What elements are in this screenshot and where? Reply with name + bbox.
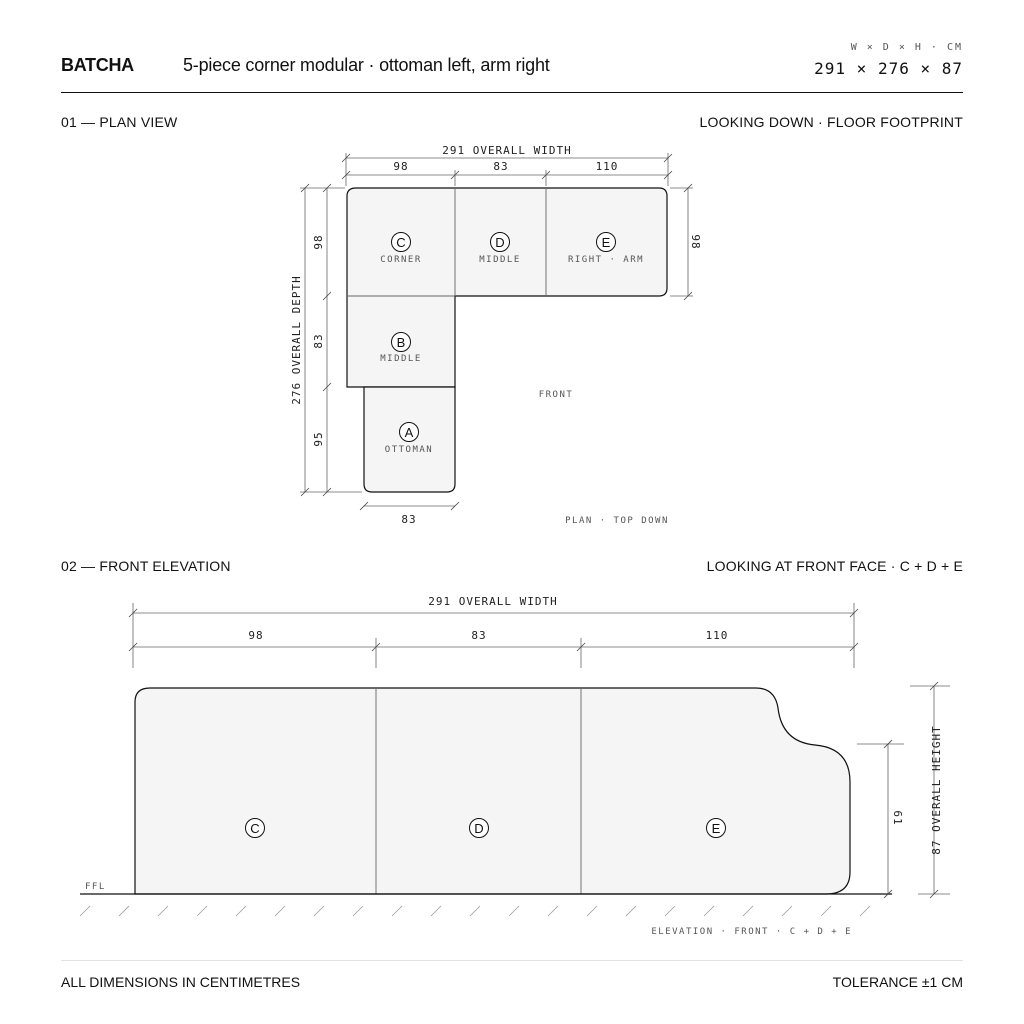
plan-depth-segment-label: 98: [312, 234, 325, 250]
piece-letter: D: [474, 821, 484, 836]
elev-width-segment-label: 110: [705, 629, 729, 642]
floor-hatching: [80, 906, 870, 916]
piece-letter: C: [396, 235, 406, 250]
piece-letter: E: [711, 821, 721, 836]
plan-overall-width-label: 291 OVERALL WIDTH: [442, 144, 572, 157]
elev-piece-c: [246, 819, 265, 838]
elevation-caption: ELEVATION · FRONT · C + D + E: [651, 927, 852, 937]
plan-width-segment-label: 83: [493, 160, 509, 173]
plan-width-segment-label: 98: [393, 160, 409, 173]
plan-ottoman-width-label: 83: [401, 513, 417, 526]
piece-name: OTTOMAN: [384, 445, 434, 455]
plan-section-note: LOOKING DOWN · FLOOR FOOTPRINT: [699, 114, 963, 130]
piece-letter: C: [250, 821, 260, 836]
elev-piece-d: [470, 819, 489, 838]
elev-sofa-silhouette: [135, 688, 850, 894]
dimensions-label: W × D × H · CM: [850, 42, 963, 53]
piece-letter: E: [601, 235, 611, 250]
plan-view: [290, 144, 702, 526]
elev-overall-height-label: 87 OVERALL HEIGHT: [930, 725, 943, 855]
piece-name: MIDDLE: [479, 255, 521, 265]
piece-letter: B: [396, 335, 406, 350]
product-subtitle: 5-piece corner modular · ottoman left, arm right: [183, 55, 550, 75]
piece-letter: A: [404, 425, 414, 440]
elevation-view: [80, 595, 950, 937]
ffl-label: FFL: [85, 882, 106, 892]
plan-width-segment-label: 110: [595, 160, 619, 173]
elev-width-segment-label: 83: [471, 629, 487, 642]
piece-name: CORNER: [380, 255, 422, 265]
plan-depth-segment-label: 83: [312, 333, 325, 349]
units-note: ALL DIMENSIONS IN CENTIMETRES: [61, 974, 301, 990]
piece-name: RIGHT · ARM: [567, 255, 645, 265]
elev-seat-height-label: 61: [891, 810, 904, 826]
brand-name: BATCHA: [61, 55, 134, 75]
elevation-section-note: LOOKING AT FRONT FACE · C + D + E: [706, 558, 963, 574]
elevation-section-title: 02 — FRONT ELEVATION: [61, 558, 231, 574]
dimensions-value: 291 × 276 × 87: [814, 59, 963, 78]
piece-letter: D: [495, 235, 505, 250]
tolerance-note: TOLERANCE ±1 CM: [832, 974, 963, 990]
footer-divider: [61, 960, 963, 961]
piece-name: MIDDLE: [380, 354, 422, 364]
plan-section-title: 01 — PLAN VIEW: [61, 114, 178, 130]
elev-width-segment-label: 98: [248, 629, 264, 642]
plan-depth-segment-label: 95: [312, 431, 325, 447]
elev-piece-e: [707, 819, 726, 838]
plan-front-label: FRONT: [538, 390, 574, 400]
plan-right-depth-label: 98: [689, 234, 702, 250]
elev-overall-width-label: 291 OVERALL WIDTH: [428, 595, 558, 608]
plan-caption: PLAN · TOP DOWN: [565, 516, 669, 526]
plan-overall-depth-label: 276 OVERALL DEPTH: [290, 275, 303, 405]
